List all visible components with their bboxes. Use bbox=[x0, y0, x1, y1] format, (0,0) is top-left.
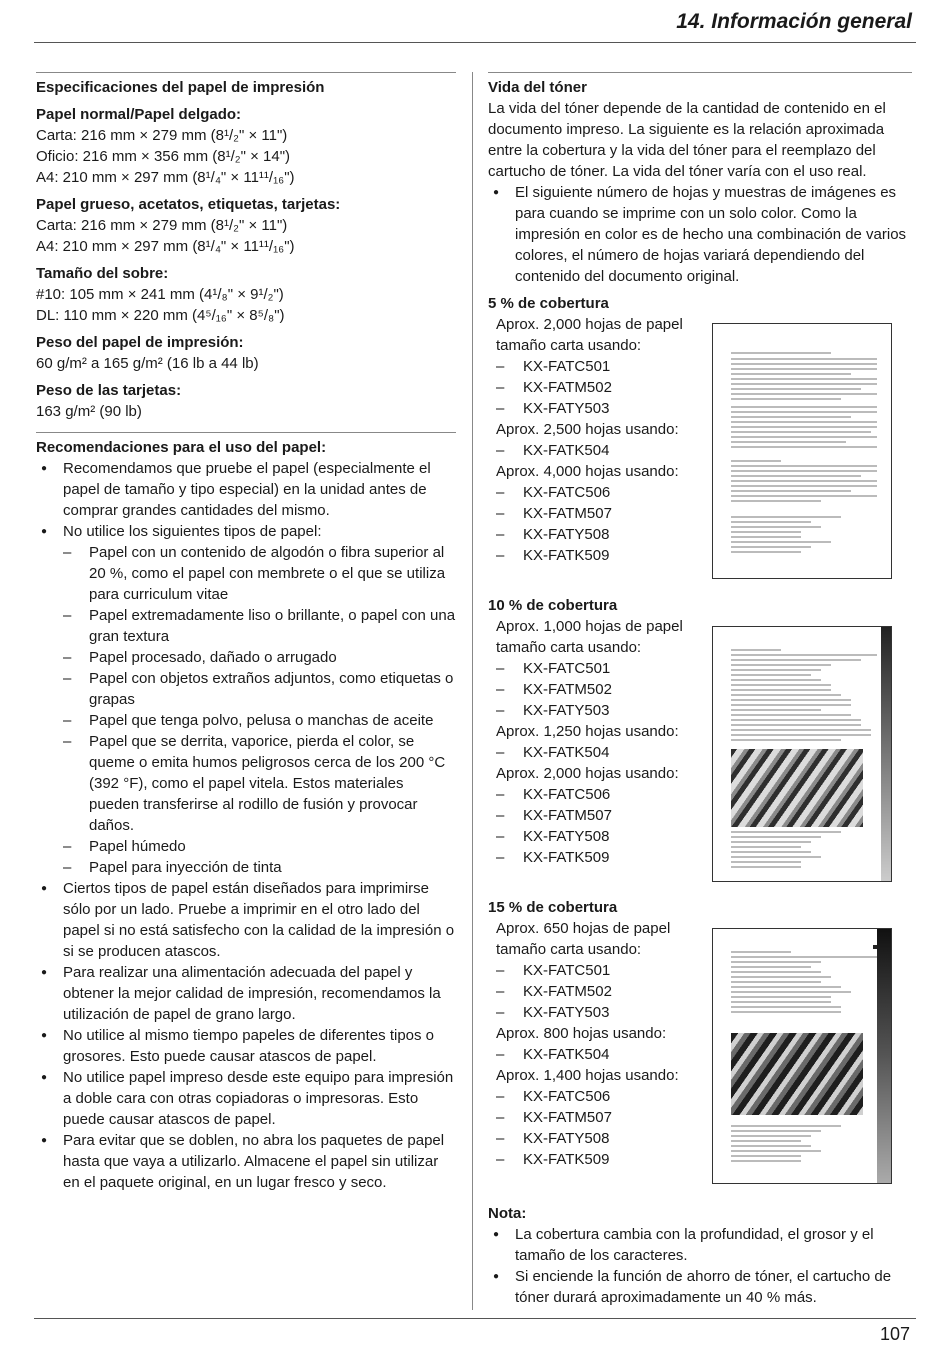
coverage-heading: 15 % de cobertura bbox=[488, 899, 618, 916]
cartridge-item: – KX-FATY503 bbox=[488, 1002, 912, 1023]
bullet-item: ● Si enciende la función de ahorro de tóner, el cartucho de tóner durará aproximadamente un 40 % más. bbox=[488, 1266, 912, 1308]
envelope-heading: Tamaño del sobre: bbox=[36, 265, 169, 282]
recommendations-heading: Recomendaciones para el uso del papel: bbox=[36, 439, 327, 456]
cartridge-item: – KX-FATY503 bbox=[488, 398, 912, 419]
cartridge-item: – KX-FATC501 bbox=[488, 658, 912, 679]
cartridge-item: – KX-FATY508 bbox=[488, 524, 912, 545]
sample-page-15-image bbox=[712, 928, 892, 1184]
cartridge-item: – KX-FATK504 bbox=[488, 1044, 912, 1065]
spec-line: #10: 105 mm × 241 mm (4¹/₈" × 9¹/₂") bbox=[36, 286, 284, 303]
cartridge-item: – KX-FATC506 bbox=[488, 1086, 912, 1107]
spec-line: A4: 210 mm × 297 mm (8¹/₄" × 11¹¹/₁₆") bbox=[36, 238, 295, 255]
cartridge-item: – KX-FATM502 bbox=[488, 377, 912, 398]
cartridge-item: – KX-FATY508 bbox=[488, 1128, 912, 1149]
spec-line: Carta: 216 mm × 279 mm (8¹/₂" × 11") bbox=[36, 217, 288, 234]
note-heading: Nota: bbox=[488, 1205, 527, 1222]
note-block bbox=[488, 1203, 912, 1308]
page-header bbox=[34, 0, 916, 43]
dash-item: – Papel húmedo bbox=[36, 836, 456, 857]
sample-page-10-image bbox=[712, 626, 892, 882]
bullet-item: ● Para realizar una alimentación adecuada del papel y obtener la mejor calidad de impresión, recomendamos la utilización de papel de grano largo. bbox=[36, 962, 456, 1025]
cartridge-item: – KX-FATK504 bbox=[488, 742, 912, 763]
cartridge-item: – KX-FATM507 bbox=[488, 1107, 912, 1128]
spec-line: 163 g/m² (90 lb) bbox=[36, 403, 142, 420]
spec-line: Oficio: 216 mm × 356 mm (8¹/₂" × 14") bbox=[36, 148, 291, 165]
cartridge-item: – KX-FATY508 bbox=[488, 826, 912, 847]
cartridge-item: – KX-FATM507 bbox=[488, 503, 912, 524]
dash-item: – Papel procesado, dañado o arrugado bbox=[36, 647, 456, 668]
spec-line: Carta: 216 mm × 279 mm (8¹/₂" × 11") bbox=[36, 127, 288, 144]
cartridge-item: – KX-FATK504 bbox=[488, 440, 912, 461]
cartridge-item: – KX-FATM507 bbox=[488, 805, 912, 826]
footer-rule bbox=[34, 1318, 916, 1319]
plain-paper-heading: Papel normal/Papel delgado: bbox=[36, 106, 242, 123]
spec-line: 60 g/m² a 165 g/m² (16 lb a 44 lb) bbox=[36, 355, 259, 372]
sample-photo bbox=[731, 1033, 863, 1115]
spec-line: DL: 110 mm × 220 mm (4⁵/₁₆" × 8⁵/₈") bbox=[36, 307, 285, 324]
coverage-approx: Aprox. 1,250 hojas usando: bbox=[496, 723, 679, 740]
spec-heading: Especificaciones del papel de impresión bbox=[36, 79, 325, 96]
divider bbox=[36, 432, 456, 433]
bullet-item: ● No utilice papel impreso desde este equipo para impresión a doble cara con otras copiadoras o impresoras. Esto puede causar atascos de papel. bbox=[36, 1067, 456, 1130]
bullet-item: ● No utilice los siguientes tipos de papel: bbox=[36, 521, 456, 542]
cartridge-item: – KX-FATC506 bbox=[488, 784, 912, 805]
coverage-approx: Aprox. 1,400 hojas usando: bbox=[496, 1067, 679, 1084]
bullet-item: ● Recomendamos que pruebe el papel (especialmente el papel de tamaño y tipo especial) en la unidad antes de comprar grandes cantidades del mismo. bbox=[36, 458, 456, 521]
coverage-approx: Aprox. 2,000 hojas usando: bbox=[496, 765, 679, 782]
weight-heading: Peso del papel de impresión: bbox=[36, 334, 244, 351]
coverage-approx: Aprox. 2,000 hojas de papel tamaño carta usando: bbox=[496, 316, 683, 354]
sample-photo bbox=[731, 749, 863, 827]
coverage-heading: 10 % de cobertura bbox=[488, 597, 618, 614]
coverage-approx: Aprox. 800 hojas usando: bbox=[496, 1025, 667, 1042]
cartridge-item: – KX-FATM502 bbox=[488, 981, 912, 1002]
bullet-item: ● La cobertura cambia con la profundidad, el grosor y el tamaño de los caracteres. bbox=[488, 1224, 912, 1266]
bullet-item: ● No utilice al mismo tiempo papeles de diferentes tipos o grosores. Esto puede causar atascos de papel. bbox=[36, 1025, 456, 1067]
page-number: 107 bbox=[879, 1324, 910, 1344]
sample-page-5-image bbox=[712, 323, 892, 579]
dash-item: – Papel que se derrita, vaporice, pierda el color, se queme o emita humos peligrosos cerca de los 200 °C (392 °F), como el papel vitela. Estos materiales pueden transferirse al rodillo de fusión y provocar daños. bbox=[36, 731, 456, 836]
card-weight-heading: Peso de las tarjetas: bbox=[36, 382, 182, 399]
coverage-heading: 5 % de cobertura bbox=[488, 295, 609, 312]
cartridge-item: – KX-FATY503 bbox=[488, 700, 912, 721]
cartridge-item: – KX-FATC501 bbox=[488, 356, 912, 377]
cartridge-item: – KX-FATM502 bbox=[488, 679, 912, 700]
left-column bbox=[36, 72, 456, 1193]
cartridge-item: – KX-FATC501 bbox=[488, 960, 912, 981]
dash-item: – Papel que tenga polvo, pelusa o manchas de aceite bbox=[36, 710, 456, 731]
coverage-approx: Aprox. 4,000 hojas usando: bbox=[496, 463, 679, 480]
divider bbox=[488, 72, 912, 73]
dash-item: – Papel con un contenido de algodón o fibra superior al 20 %, como el papel con membrete o el que se utiliza para curriculum vitae bbox=[36, 542, 456, 605]
coverage-approx: Aprox. 2,500 hojas usando: bbox=[496, 421, 679, 438]
toner-life-heading: Vida del tóner bbox=[488, 79, 587, 96]
thick-paper-heading: Papel grueso, acetatos, etiquetas, tarjetas: bbox=[36, 196, 341, 213]
bullet-item: ● El siguiente número de hojas y muestras de imágenes es para cuando se imprime con un solo color. Como la impresión en color es de hecho una combinación de varios colores, el número de hojas variará dependiendo del contenido del documento original. bbox=[488, 182, 912, 287]
column-divider bbox=[472, 72, 473, 1310]
dash-item: – Papel extremadamente liso o brillante, o papel con una gran textura bbox=[36, 605, 456, 647]
dash-item: – Papel para inyección de tinta bbox=[36, 857, 456, 878]
cartridge-item: – KX-FATK509 bbox=[488, 1149, 912, 1170]
coverage-approx: Aprox. 650 hojas de papel tamaño carta usando: bbox=[496, 920, 671, 958]
spec-line: A4: 210 mm × 297 mm (8¹/₄" × 11¹¹/₁₆") bbox=[36, 169, 295, 186]
right-column bbox=[488, 72, 912, 287]
cartridge-item: – KX-FATC506 bbox=[488, 482, 912, 503]
bullet-item: ● Ciertos tipos de papel están diseñados para imprimirse sólo por un lado. Pruebe a imprimir en el otro lado del papel si no está satisfecho con la calidad de la impresión o si se producen atascos. bbox=[36, 878, 456, 962]
toner-intro: La vida del tóner depende de la cantidad de contenido en el documento impreso. La siguiente es la relación aproximada entre la cobertura y la vida del tóner para el reemplazo del cartucho de tóner. La vida del tóner varía con el uso real. bbox=[488, 100, 886, 180]
cartridge-item: – KX-FATK509 bbox=[488, 545, 912, 566]
section-title: 14. Información general bbox=[676, 10, 912, 33]
cartridge-item: – KX-FATK509 bbox=[488, 847, 912, 868]
coverage-approx: Aprox. 1,000 hojas de papel tamaño carta usando: bbox=[496, 618, 683, 656]
dash-item: – Papel con objetos extraños adjuntos, como etiquetas o grapas bbox=[36, 668, 456, 710]
divider bbox=[36, 72, 456, 73]
bullet-item: ● Para evitar que se doblen, no abra los paquetes de papel hasta que vaya a utilizarlo. Almacene el papel sin utilizar en el paquete original, en un lugar fresco y seco. bbox=[36, 1130, 456, 1193]
